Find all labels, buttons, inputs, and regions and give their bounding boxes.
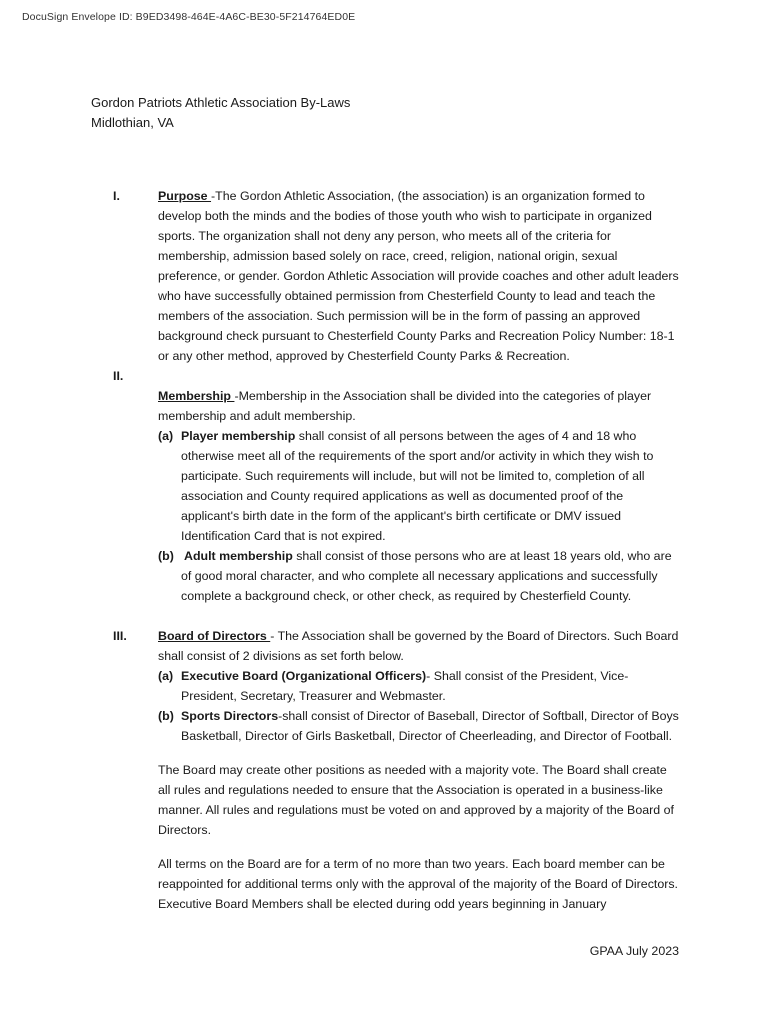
section-membership <box>91 386 682 606</box>
page-footer: GPAA July 2023 <box>589 944 679 958</box>
subsection-term: Sports Directors <box>181 709 279 723</box>
section-heading: Board of Directors <box>158 629 271 643</box>
board-terms-paragraph: All terms on the Board are for a term of no more than two years. Each board member can be reappointed for additional terms only with the approval of the majority of the Board of Directors. Executive Board Members shall be elected during odd years beginning in January <box>158 857 678 911</box>
subsection-text: -shall consist of Director of Baseball, Director of Softball, Director of Boys Basketball, Director of Girls Basketball, Director of Cheerleading, and Director of Football. <box>181 709 679 743</box>
subsection-term: Executive Board (Organizational Officers) <box>181 669 427 683</box>
subsection-label: (b) <box>158 709 174 723</box>
docusign-envelope-id: DocuSign Envelope ID: B9ED3498-464E-4A6C-BE30-5F214764ED0E <box>22 11 356 23</box>
subsection-player-membership <box>158 426 682 546</box>
section-numeral: I. <box>113 189 120 203</box>
board-positions-paragraph: The Board may create other positions as needed with a majority vote. The Board shall create all rules and regulations needed to ensure that the Association is operated in a business-like manner. All rules and regulations must be voted on and approved by a majority of the Board of Directors. <box>158 763 674 837</box>
section-heading: Purpose <box>158 189 212 203</box>
section-body <box>158 626 682 914</box>
section-numeral: II. <box>113 369 124 383</box>
section-purpose <box>91 186 682 366</box>
section-body <box>158 186 682 366</box>
document-title: Gordon Patriots Athletic Association By-Laws <box>91 95 351 110</box>
section-heading: Membership <box>158 389 235 403</box>
subsection-label: (a) <box>158 429 174 443</box>
subsection-label: (a) <box>158 669 174 683</box>
subsection-text: shall consist of those persons who are at least 18 years old, who are of good moral character, and who complete all necessary applications and successfully complete a background check, or other check, as required by Chesterfield County. <box>181 549 672 603</box>
section-text: -The Gordon Athletic Association, (the association) is an organization formed to develop both the minds and the bodies of those youth who wish to participate in organized sports. The organization shall not deny any person, who meets all of the criteria for membership, admission based solely on race, creed, religion, national origin, sexual preference, or gender. Gordon Athletic Association will provide coaches and other adult leaders who have successfully obtained permission from Chesterfield County to lead and teach the members of the association. Such permission will be in the form of passing an approved background check pursuant to Chesterfield County Parks and Recreation Policy Number: 18-1 or any other method, approved by Chesterfield County Parks & Recreation. <box>158 189 679 363</box>
subsection-label: (b) <box>158 549 174 563</box>
section-board-of-directors <box>91 626 682 914</box>
section-numeral: III. <box>113 629 127 643</box>
subsection-term: Player membership <box>181 429 296 443</box>
subsection-term: Adult membership <box>184 549 293 563</box>
subsection-executive-board <box>158 666 682 706</box>
subsection-sports-directors <box>158 706 682 746</box>
document-header <box>91 93 350 133</box>
subsection-text: shall consist of all persons between the ages of 4 and 18 who otherwise meet all of the requirements of the sport and/or activity in which they wish to participate. Such requirements will include, but will not be limited to, completion of all association and County required applications as well as documented proof of the applicant's birth date in the form of the applicant's birth certificate or DMV issued Identification Card that is not expired. <box>181 429 654 543</box>
document-location: Midlothian, VA <box>91 115 174 130</box>
section-body <box>158 386 682 606</box>
subsection-text: - Shall consist of the President, Vice-President, Secretary, Treasurer and Webmaster. <box>181 669 629 703</box>
section-text: -Membership in the Association shall be divided into the categories of player membership and adult membership. <box>158 389 652 423</box>
section-text: - The Association shall be governed by the Board of Directors. Such Board shall consist of 2 divisions as set forth below. <box>158 629 679 663</box>
subsection-adult-membership <box>158 546 682 606</box>
